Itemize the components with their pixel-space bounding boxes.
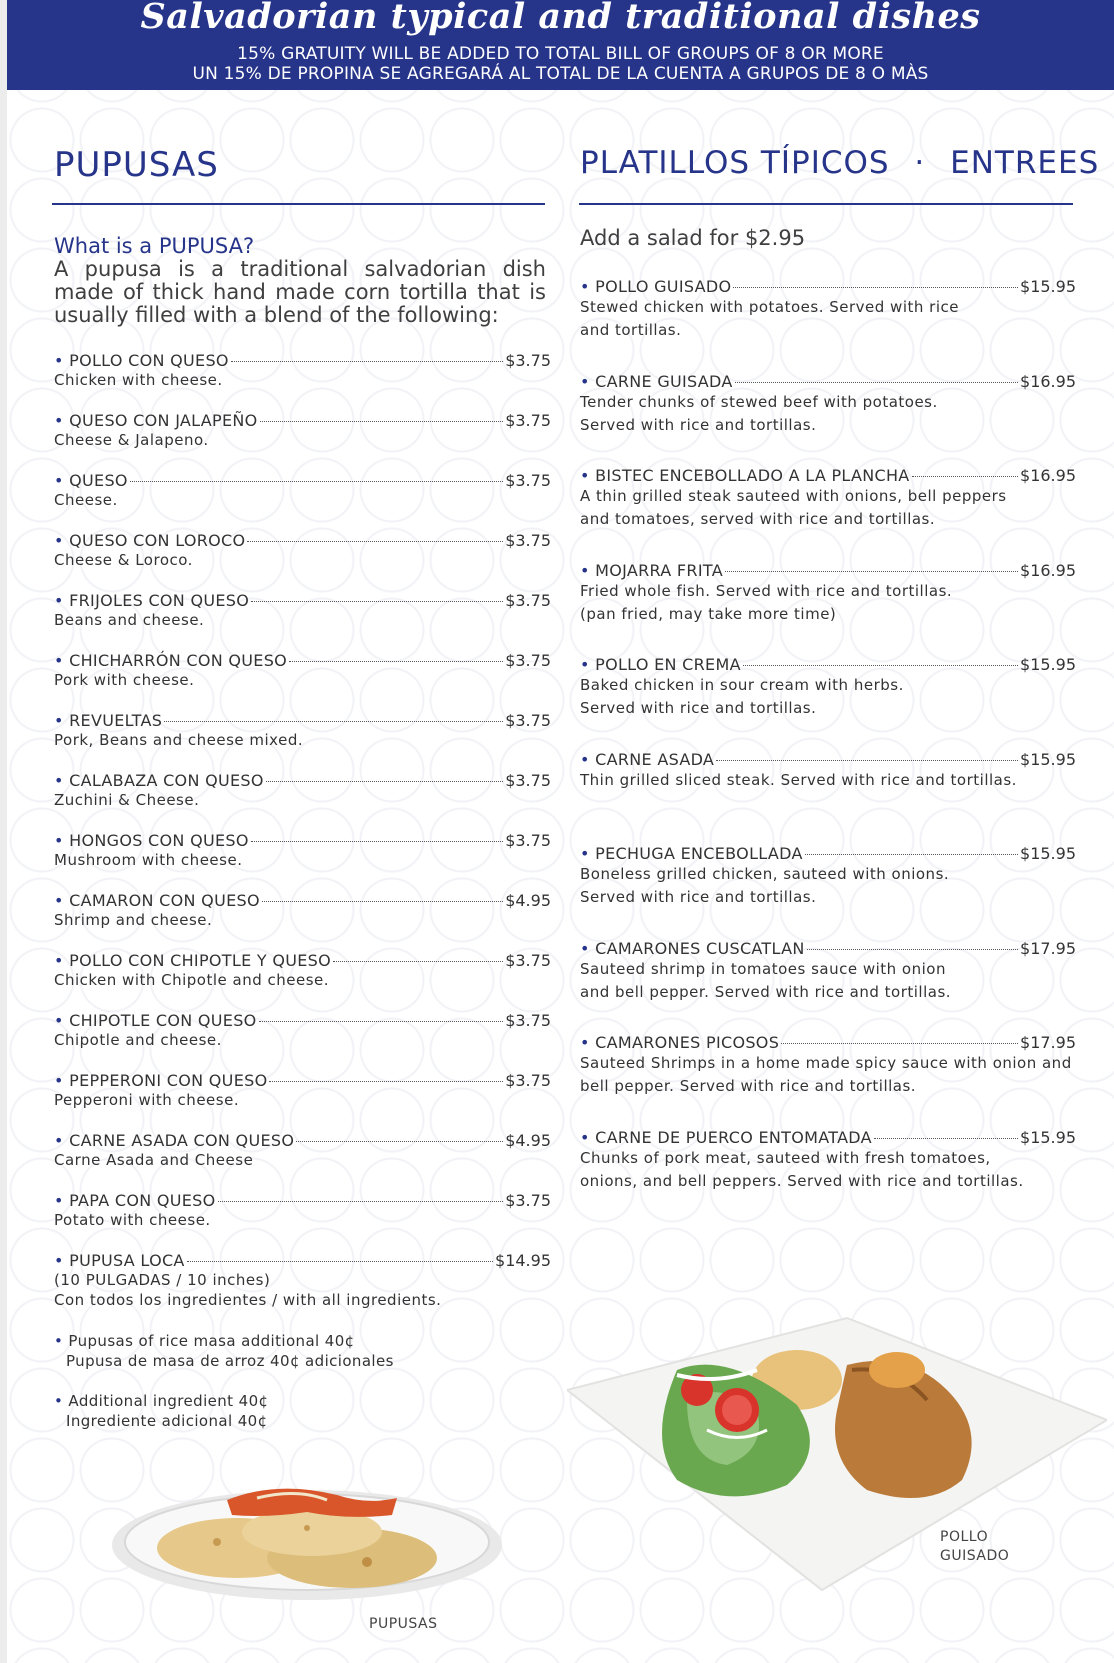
menu-item-entree — [580, 1033, 1076, 1098]
item-description: (10 PULGADAS / 10 inches) — [54, 1271, 271, 1289]
pupusa-intro-line: A pupusa is a traditional salvadorian dish — [54, 257, 546, 281]
dot-leader — [231, 361, 503, 362]
item-name: • QUESO CON LOROCO — [54, 531, 246, 550]
item-description: Served with rice and tortillas. — [580, 699, 817, 717]
dot-leader — [733, 287, 1018, 288]
dot-leader — [187, 1261, 493, 1262]
item-price: $3.75 — [505, 411, 551, 430]
item-description: Cheese. — [54, 491, 118, 509]
dot-leader — [262, 901, 503, 902]
item-name: • PUPUSA LOCA — [54, 1251, 185, 1270]
dot-leader — [805, 854, 1018, 855]
item-description: Chicken with cheese. — [54, 371, 223, 389]
item-description: Zuchini & Cheese. — [54, 791, 200, 809]
dot-leader — [735, 382, 1018, 383]
pupusas-photo-caption: PUPUSAS — [369, 1616, 438, 1632]
pupusa-intro — [54, 234, 546, 327]
menu-item-pupusa — [54, 471, 551, 510]
item-description: Pepperoni with cheese. — [54, 1091, 240, 1109]
item-name: • PECHUGA ENCEBOLLADA — [580, 844, 803, 863]
item-description: Pork, Beans and cheese mixed. — [54, 731, 304, 749]
item-price: $3.75 — [505, 651, 551, 670]
pupusas-divider — [52, 203, 545, 205]
item-description: and bell pepper. Served with rice and tortillas. — [580, 983, 952, 1001]
dot-leader — [269, 1081, 503, 1082]
item-name: • POLLO CON CHIPOTLE Y QUESO — [54, 951, 331, 970]
item-price: $16.95 — [1020, 372, 1076, 391]
item-description: (pan fried, may take more time) — [580, 605, 837, 623]
note-rice-masa: • Pupusas of rice masa additional 40¢ Pupusa de masa de arroz 40¢ adicionales — [54, 1332, 394, 1370]
item-name: • QUESO CON JALAPEÑO — [54, 411, 258, 430]
item-name: • POLLO GUISADO — [580, 277, 732, 296]
item-name: • QUESO — [54, 471, 128, 490]
pupusa-intro-line: made of thick hand made corn tortilla that is — [54, 280, 546, 304]
menu-item-entree — [580, 561, 1076, 626]
dot-leader — [260, 421, 504, 422]
item-price: $3.75 — [505, 771, 551, 790]
item-description: Served with rice and tortillas. — [580, 888, 817, 906]
menu-item-entree — [580, 844, 1076, 909]
pollo-guisado-caption: POLLO GUISADO — [940, 1529, 1010, 1564]
menu-page — [7, 0, 1114, 1663]
item-price: $15.95 — [1020, 1128, 1076, 1147]
item-description: Thin grilled sliced steak. Served with rice and tortillas. — [580, 771, 1017, 789]
item-price: $3.75 — [505, 1191, 551, 1210]
dot-leader — [807, 949, 1018, 950]
dot-leader — [247, 541, 503, 542]
menu-item-entree — [580, 939, 1076, 1004]
item-name: • CHICHARRÓN CON QUESO — [54, 651, 288, 670]
gratuity-notice-english: 15% GRATUITY WILL BE ADDED TO TOTAL BILL OF GROUPS OF 8 OR MORE — [237, 44, 884, 64]
menu-item-entree — [580, 277, 1076, 342]
item-description: Stewed chicken with potatoes. Served with rice — [580, 298, 959, 316]
pupusas-heading: PUPUSAS — [54, 145, 219, 185]
dot-leader — [716, 760, 1018, 761]
pupusa-intro-line: usually filled with a blend of the following: — [54, 303, 499, 327]
item-price: $3.75 — [505, 591, 551, 610]
item-description: Mushroom with cheese. — [54, 851, 243, 869]
item-description: Sauteed shrimp in tomatoes sauce with onion — [580, 960, 946, 978]
menu-item-entree — [580, 466, 1076, 531]
header-banner — [7, 0, 1114, 90]
item-name: • FRIJOLES CON QUESO — [54, 591, 250, 610]
item-description: A thin grilled steak sauteed with onions, bell peppers — [580, 487, 1007, 505]
item-price: $3.75 — [505, 1011, 551, 1030]
dot-leader — [251, 841, 503, 842]
menu-item-entree — [580, 655, 1076, 720]
pupusas-photo — [107, 1470, 507, 1610]
item-description: Fried whole fish. Served with rice and tortillas. — [580, 582, 953, 600]
item-description: and tortillas. — [580, 321, 682, 339]
item-description: onions, and bell peppers. Served with rice and tortillas. — [580, 1172, 1024, 1190]
item-name: • CARNE GUISADA — [580, 372, 733, 391]
dot-leader — [743, 665, 1018, 666]
item-description: Served with rice and tortillas. — [580, 416, 817, 434]
item-description: Cheese & Loroco. — [54, 551, 193, 569]
item-description: Tender chunks of stewed beef with potatoes. — [580, 393, 938, 411]
item-description: Cheese & Jalapeno. — [54, 431, 209, 449]
menu-item-pupusa — [54, 531, 551, 570]
menu-item-pupusa — [54, 1011, 551, 1050]
item-description: and tomatoes, served with rice and tortillas. — [580, 510, 936, 528]
item-description: Chipotle and cheese. — [54, 1031, 222, 1049]
dot-leader — [912, 476, 1018, 477]
item-name: • PEPPERONI CON QUESO — [54, 1071, 268, 1090]
gratuity-notice-spanish: UN 15% DE PROPINA SE AGREGARÁ AL TOTAL DE LA CUENTA A GRUPOS DE 8 O MÀS — [192, 64, 929, 84]
item-price: $3.75 — [505, 711, 551, 730]
item-price: $3.75 — [505, 531, 551, 550]
item-name: • CALABAZA CON QUESO — [54, 771, 264, 790]
item-description: Sauteed Shrimps in a home made spicy sauce with onion and — [580, 1054, 1072, 1072]
item-price: $3.75 — [505, 1071, 551, 1090]
item-name: • POLLO CON QUESO — [54, 351, 229, 370]
dot-leader — [296, 1141, 503, 1142]
item-name: • PAPA CON QUESO — [54, 1191, 216, 1210]
menu-item-pupusa — [54, 1131, 551, 1170]
menu-item-pupusa — [54, 651, 551, 690]
item-description: Chicken with Chipotle and cheese. — [54, 971, 330, 989]
item-price: $16.95 — [1020, 561, 1076, 580]
menu-item-entree — [580, 372, 1076, 437]
item-price: $3.75 — [505, 471, 551, 490]
item-price: $15.95 — [1020, 655, 1076, 674]
menu-item-pupusa — [54, 771, 551, 810]
item-name: • CAMARONES CUSCATLAN — [580, 939, 805, 958]
menu-title: Salvadorian typical and traditional dishes — [140, 0, 981, 37]
item-price: $15.95 — [1020, 844, 1076, 863]
item-name: • REVUELTAS — [54, 711, 163, 730]
menu-item-pupusa — [54, 951, 551, 990]
menu-item-pupusa — [54, 1191, 551, 1230]
menu-item-pupusa — [54, 891, 551, 930]
dot-leader — [259, 1021, 504, 1022]
menu-item-pupusa — [54, 411, 551, 450]
item-price: $3.75 — [505, 831, 551, 850]
item-price: $16.95 — [1020, 466, 1076, 485]
item-price: $4.95 — [505, 891, 551, 910]
item-name: • CARNE ASADA CON QUESO — [54, 1131, 295, 1150]
item-name: • CAMARONES PICOSOS — [580, 1033, 780, 1052]
item-name: • CARNE DE PUERCO ENTOMATADA — [580, 1128, 872, 1147]
item-description: Pork with cheese. — [54, 671, 195, 689]
item-price: $15.95 — [1020, 750, 1076, 769]
salad-addon-note: Add a salad for $2.95 — [580, 226, 806, 250]
menu-item-pupusa — [54, 1071, 551, 1110]
item-name: • BISTEC ENCEBOLLADO A LA PLANCHA — [580, 466, 910, 485]
item-description: Chunks of pork meat, sauteed with fresh tomatoes, — [580, 1149, 991, 1167]
dot-leader — [266, 781, 503, 782]
dot-leader — [289, 661, 503, 662]
item-price: $17.95 — [1020, 939, 1076, 958]
item-description: bell pepper. Served with rice and tortillas. — [580, 1077, 917, 1095]
item-name: • MOJARRA FRITA — [580, 561, 723, 580]
pupusa-question: What is a PUPUSA? — [54, 234, 255, 258]
item-price: $14.95 — [495, 1251, 551, 1270]
menu-item-pupusa — [54, 831, 551, 870]
pollo-guisado-photo — [567, 1310, 1107, 1600]
item-price: $4.95 — [505, 1131, 551, 1150]
dot-leader — [333, 961, 503, 962]
dot-leader — [164, 721, 503, 722]
menu-item-pupusa-loca — [54, 1251, 551, 1310]
menu-item-entree — [580, 750, 1076, 792]
item-price: $15.95 — [1020, 277, 1076, 296]
item-name: • CHIPOTLE CON QUESO — [54, 1011, 257, 1030]
item-name: • CARNE ASADA — [580, 750, 715, 769]
dot-leader — [218, 1201, 504, 1202]
item-description: Baked chicken in sour cream with herbs. — [580, 676, 904, 694]
note-additional-ingredient: • Additional ingredient 40¢ Ingrediente adicional 40¢ — [54, 1392, 269, 1430]
item-description: Carne Asada and Cheese — [54, 1151, 254, 1169]
dot-leader — [251, 601, 503, 602]
item-description: Potato with cheese. — [54, 1211, 211, 1229]
item-name: • CAMARON CON QUESO — [54, 891, 260, 910]
dot-leader — [130, 481, 503, 482]
menu-item-pupusa — [54, 591, 551, 630]
item-name: • POLLO EN CREMA — [580, 655, 741, 674]
item-price: $17.95 — [1020, 1033, 1076, 1052]
item-price: $3.75 — [505, 951, 551, 970]
dot-leader — [874, 1138, 1018, 1139]
item-price: $3.75 — [505, 351, 551, 370]
entrees-divider — [579, 203, 1073, 205]
item-name: • HONGOS CON QUESO — [54, 831, 249, 850]
item-description: Shrimp and cheese. — [54, 911, 213, 929]
item-description: Beans and cheese. — [54, 611, 205, 629]
entrees-heading: PLATILLOS TÍPICOS · ENTREES — [580, 145, 1100, 181]
menu-item-entree — [580, 1128, 1076, 1193]
menu-item-pupusa — [54, 351, 551, 390]
dot-leader — [781, 1043, 1018, 1044]
dot-leader — [725, 571, 1018, 572]
item-description: Boneless grilled chicken, sauteed with onions. — [580, 865, 950, 883]
menu-item-pupusa — [54, 711, 551, 750]
item-description: Con todos los ingredientes / with all ingredients. — [54, 1291, 442, 1309]
